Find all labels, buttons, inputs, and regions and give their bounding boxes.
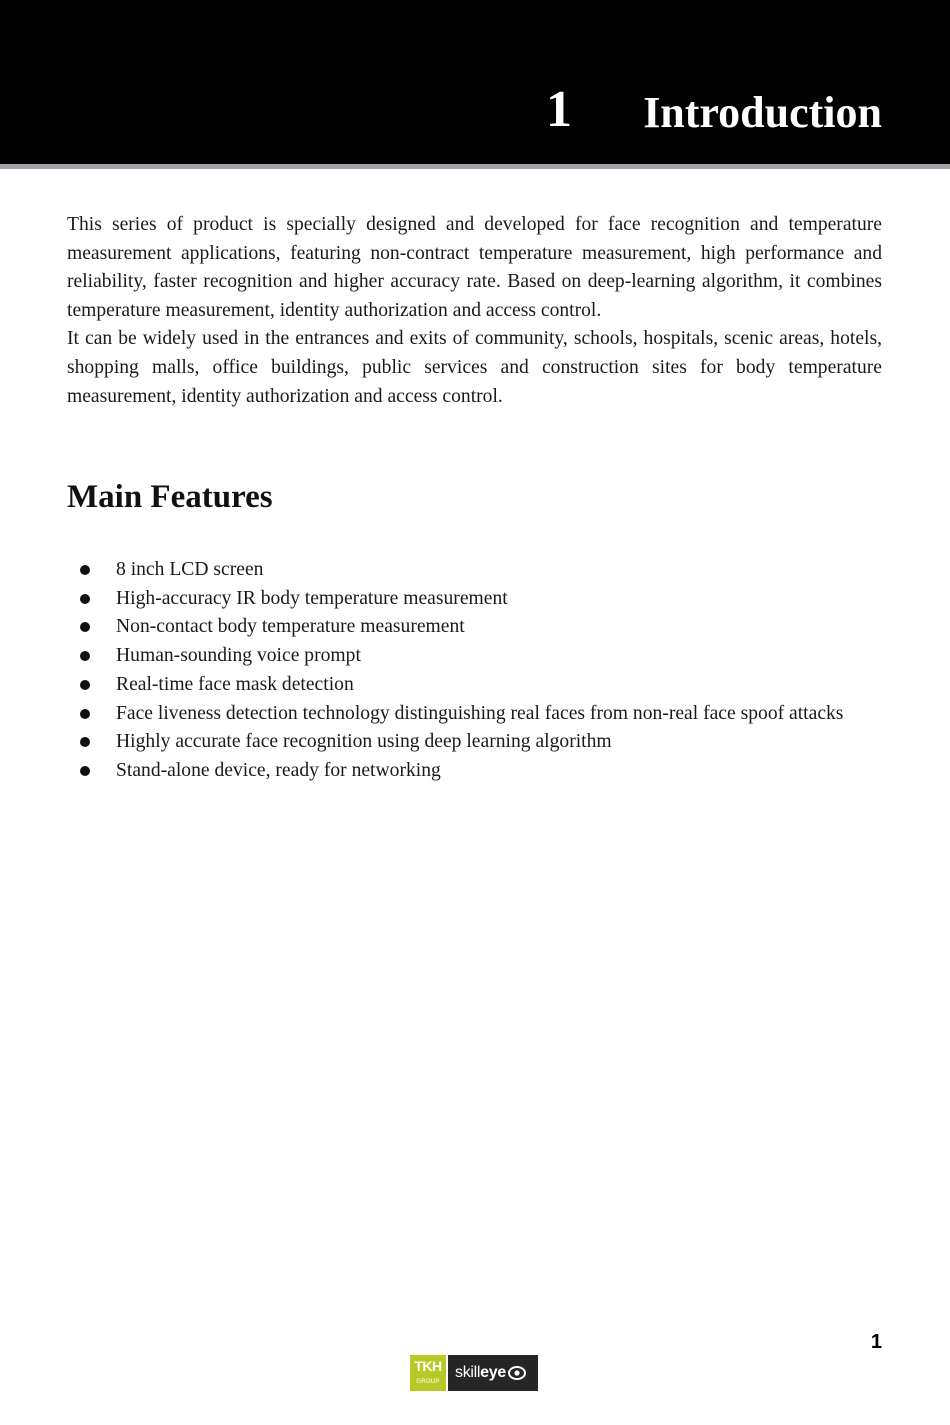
tkh-logo-subtext: GROUP [416, 1379, 440, 1385]
list-item [67, 757, 883, 786]
feature-text: High-accuracy IR body temperature measurement [116, 587, 508, 609]
tkh-group-logo [410, 1355, 446, 1391]
header-rule [0, 164, 950, 169]
page-number: 1 [870, 1331, 882, 1353]
list-item [67, 613, 883, 642]
bullet-icon [80, 737, 90, 747]
list-item [67, 700, 883, 729]
bullet-icon [80, 651, 90, 661]
bullet-icon [80, 680, 90, 690]
list-item [67, 728, 883, 757]
feature-text: 8 inch LCD screen [116, 559, 264, 580]
list-item [67, 585, 883, 614]
skilleye-logo-bold: eye [480, 1364, 506, 1381]
chapter-number: 1 [546, 81, 572, 138]
list-item [67, 642, 883, 671]
main-features-heading: Main Features [67, 479, 273, 515]
feature-text: Face liveness detection technology distinguishing real faces from non-real face spoof attacks [116, 702, 844, 724]
feature-text: Stand-alone device, ready for networking [116, 759, 441, 781]
list-item [67, 671, 883, 700]
bullet-icon [80, 565, 90, 575]
feature-text: Highly accurate face recognition using deep learning algorithm [116, 731, 612, 753]
bullet-icon [80, 622, 90, 632]
list-item [67, 556, 883, 585]
bullet-icon [80, 709, 90, 719]
skilleye-logo-light: skill [455, 1364, 481, 1381]
bullet-icon [80, 766, 90, 776]
footer-logo [410, 1355, 538, 1391]
skilleye-logo [448, 1355, 538, 1391]
features-list [67, 556, 883, 786]
chapter-title: Introduction [643, 88, 882, 137]
bullet-icon [80, 594, 90, 604]
feature-text: Non-contact body temperature measurement [116, 616, 465, 638]
eye-icon [508, 1366, 526, 1380]
feature-text: Real-time face mask detection [116, 673, 354, 695]
intro-paragraph: It can be widely used in the entrances and exits of community, schools, hospitals, scenic areas, hotels, shopping malls, office buildings, public services and construction sites for body temperature measurement, identity authorization and access control. [67, 328, 882, 407]
tkh-logo-text: TKH [414, 1358, 442, 1374]
feature-text: Human-sounding voice prompt [116, 645, 361, 667]
intro-text [67, 211, 882, 411]
intro-paragraph: This series of product is specially designed and developed for face recognition and temperature measurement applications, featuring non-contract temperature measurement, high performance and reliability, faster recognition and higher accuracy rate. Based on deep-learning algorithm, it combines temperature measurement, identity authorization and access control. [67, 214, 882, 321]
